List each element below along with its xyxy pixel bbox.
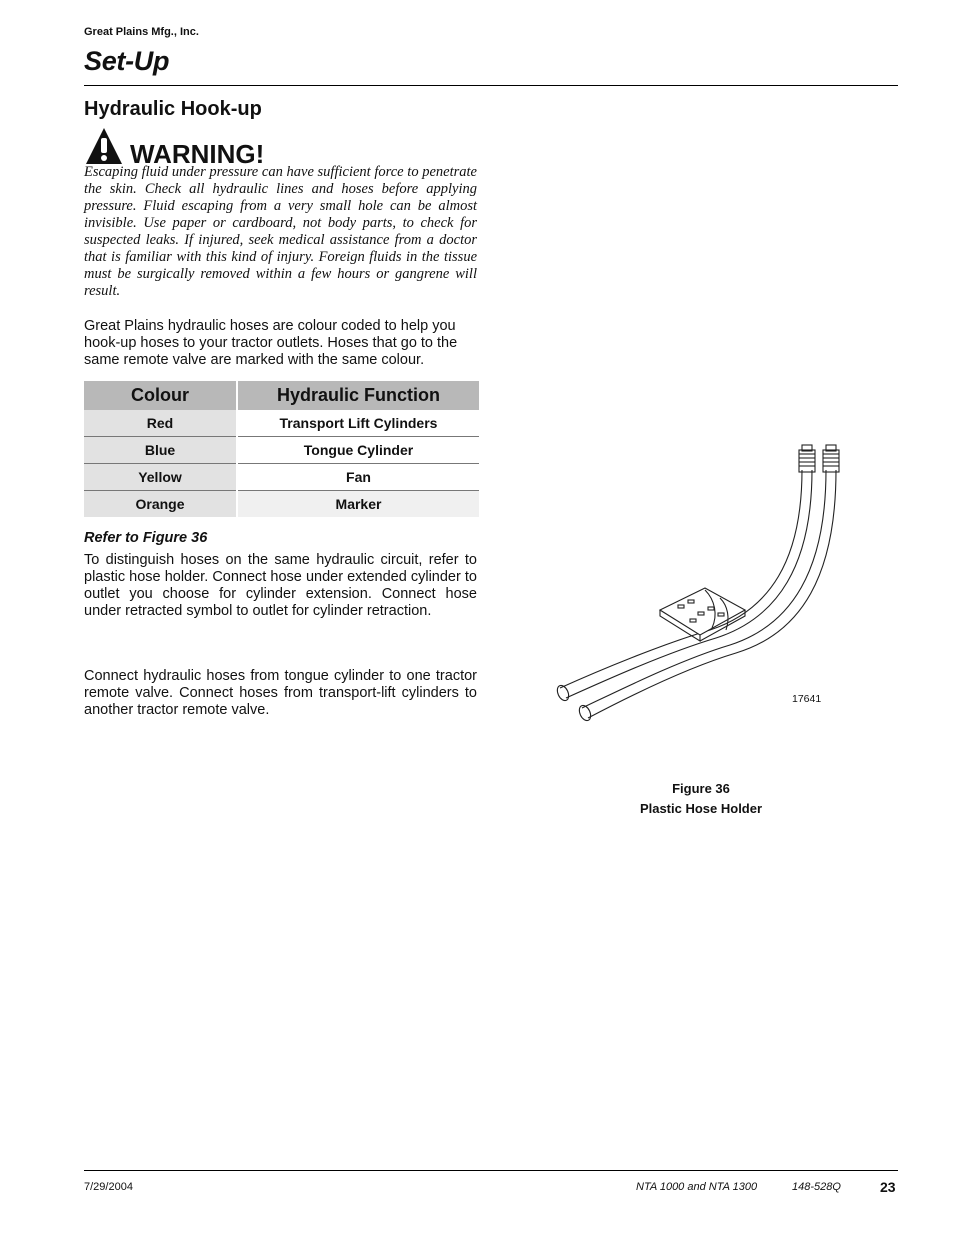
warning-triangle-icon bbox=[84, 126, 124, 166]
warning-text: Escaping fluid under pressure can have sufficient force to penetrate the skin. Check all hydraulic lines and hoses before applying pressure. Fluid escaping from a very small hole can be almost invisible. Use paper or cardboard, not body parts, to check for suspected leaks. If injured, seek medical assistance from a doctor that is familiar with this kind of injury. Foreign fluids in the tissue must be surgically removed within a few hours or gangrene will result. bbox=[84, 164, 477, 299]
figure-caption bbox=[590, 779, 812, 819]
function-cell: Transport Lift Cylinders bbox=[237, 410, 479, 437]
figure-id-number: 17641 bbox=[792, 693, 822, 705]
colour-cell: Red bbox=[84, 410, 237, 437]
table-header-row bbox=[84, 381, 479, 410]
hose-holder-illustration bbox=[540, 440, 860, 730]
warning-title: WARNING! bbox=[130, 139, 265, 169]
table-row bbox=[84, 437, 479, 464]
table-row bbox=[84, 410, 479, 437]
hose-holder-paragraph: To distinguish hoses on the same hydraulic circuit, refer to plastic hose holder. Connect hose under extended cylinder to outlet you choose for cylinder extension. Connect hose under retracted symbol to outlet for cylinder retraction. bbox=[84, 552, 477, 619]
colour-cell: Orange bbox=[84, 491, 237, 518]
figure-reference: Refer to Figure 36 bbox=[84, 530, 208, 546]
table-row bbox=[84, 464, 479, 491]
column-header-colour: Colour bbox=[84, 381, 237, 410]
colour-cell: Yellow bbox=[84, 464, 237, 491]
figure-number: Figure 36 bbox=[672, 781, 730, 796]
footer-model: NTA 1000 and NTA 1300 bbox=[636, 1181, 758, 1193]
footer-divider bbox=[84, 1170, 898, 1171]
column-header-function: Hydraulic Function bbox=[237, 381, 479, 410]
footer-document-code: 148-528Q bbox=[792, 1181, 841, 1193]
page-number: 23 bbox=[880, 1179, 896, 1195]
section-title: Set-Up bbox=[84, 46, 170, 76]
table-row bbox=[84, 491, 479, 518]
company-name: Great Plains Mfg., Inc. bbox=[84, 26, 199, 38]
subsection-title: Hydraulic Hook-up bbox=[84, 98, 262, 120]
figure-title: Plastic Hose Holder bbox=[639, 801, 763, 816]
colour-cell: Blue bbox=[84, 437, 237, 464]
remote-valve-paragraph: Connect hydraulic hoses from tongue cylinder to one tractor remote valve. Connect hoses from transport-lift cylinders to another tractor remote valve. bbox=[84, 668, 477, 718]
hose-colour-table bbox=[84, 381, 479, 517]
header-divider bbox=[84, 85, 898, 86]
footer-date: 7/29/2004 bbox=[84, 1181, 133, 1193]
function-cell: Marker bbox=[237, 491, 479, 518]
function-cell: Fan bbox=[237, 464, 479, 491]
intro-paragraph: Great Plains hydraulic hoses are colour coded to help you hook-up hoses to your tractor outlets. Hoses that go to the same remote valve are marked with the same colour. bbox=[84, 318, 458, 368]
function-cell: Tongue Cylinder bbox=[237, 437, 479, 464]
